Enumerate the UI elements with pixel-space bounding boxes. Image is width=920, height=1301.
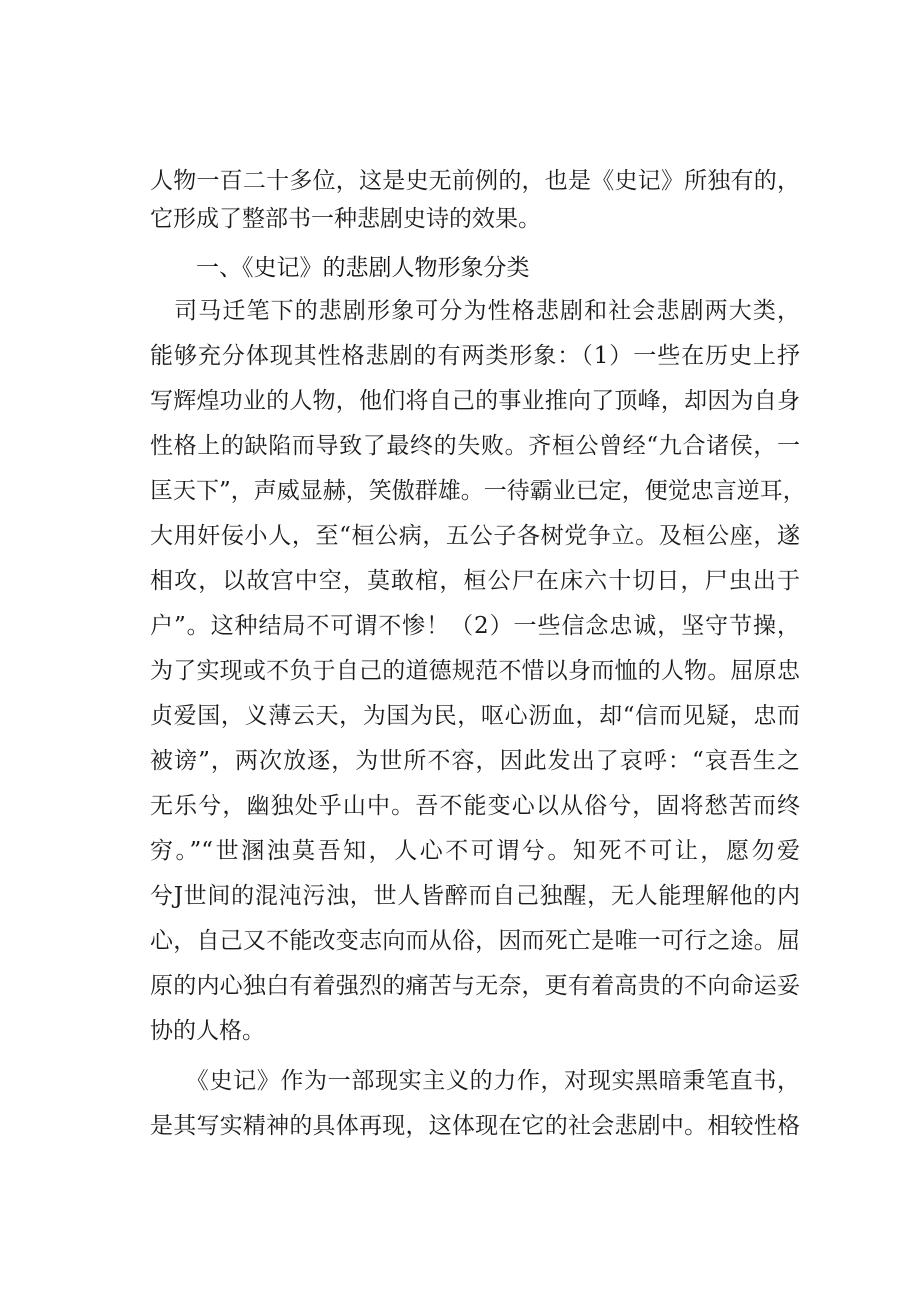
paragraph2-line: 是其写实精神的具体再现，这体现在它的社会悲剧中。相较性格 [150,1113,800,1139]
paragraph1-line: 户”。这种结局不可谓不惨！（2）一些信念忠诚，坚守节操， [150,613,800,639]
paragraph1-line: 原的内心独白有着强烈的痛苦与无奈，更有着高贵的不向命运妥 [150,973,800,999]
paragraph1-line: 被谤”，两次放逐，为世所不容，因此发出了哀呼：“哀吾生之 [150,748,800,774]
paragraph2-line: 《史记》作为一部现实主义的力作，对现实黑暗秉笔直书， [150,1068,800,1094]
paragraph1-line: 相攻，以故宫中空，莫敢棺，桓公尸在床六十切日，尸虫出于 [150,568,800,594]
section-heading: 一、《史记》的悲剧人物形象分类 [196,255,530,281]
paragraph1-line: 匡天下”，声威显赫，笑傲群雄。一待霸业已定，便觉忠言逆耳， [150,478,806,504]
paragraph1-line: 为了实现或不负于自己的道德规范不惜以身而恤的人物。屈原忠 [150,658,800,684]
intro-line-2: 它形成了整部书一种悲剧史诗的效果。 [150,206,541,232]
paragraph1-line: 兮J世间的混沌污浊，世人皆醉而自己独醒，无人能理解他的内 [150,883,800,909]
paragraph1-line: 性格上的缺陷而导致了最终的失败。齐桓公曾经“九合诸侯，一 [150,433,800,459]
paragraph1-line: 无乐兮，幽独处乎山中。吾不能变心以从俗兮，固将愁苦而终 [150,793,800,819]
paragraph1-line: 心，自己又不能改变志向而从俗，因而死亡是唯一可行之途。屈 [150,928,800,954]
paragraph1-line: 能够充分体现其性格悲剧的有两类形象：（1）一些在历史上抒 [150,343,800,369]
paragraph1-line: 穷。”“世溷浊莫吾知，人心不可谓兮。知死不可让，愿勿爱 [150,838,800,864]
intro-line-1: 人物一百二十多位，这是史无前例的，也是《史记》所独有的， [150,168,800,194]
paragraph1-line: 写辉煌功业的人物，他们将自己的事业推向了顶峰，却因为自身 [150,388,800,414]
paragraph1-line: 大用奸佞小人，至“桓公病，五公子各树党争立。及桓公座，遂 [150,523,800,549]
paragraph1-line: 贞爱国，义薄云天，为国为民，呕心沥血，却“信而见疑，忠而 [150,703,800,729]
paragraph1-line: 司马迁笔下的悲剧形象可分为性格悲剧和社会悲剧两大类， [150,298,800,324]
paragraph1-line: 协的人格。 [150,1018,265,1044]
